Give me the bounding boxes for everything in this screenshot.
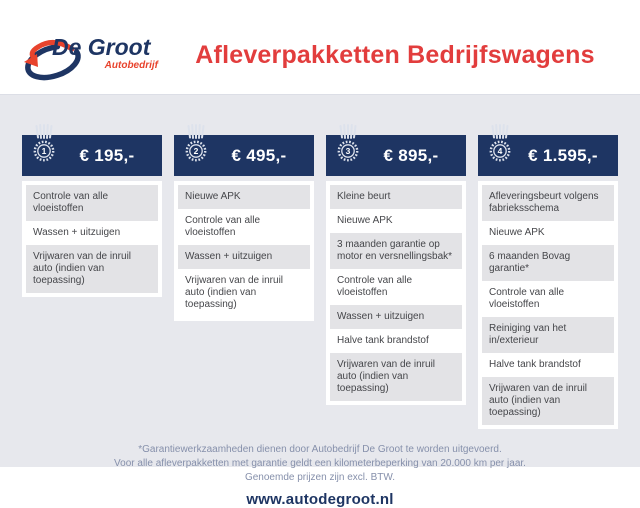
package-item: Halve tank brandstof xyxy=(489,359,581,370)
package-item: Controle van alle vloeistoffen xyxy=(489,287,565,310)
package-price: € 895,- xyxy=(383,145,439,165)
package-item: Wassen + uitzuigen xyxy=(33,227,121,238)
packages-row xyxy=(22,135,618,429)
website-link[interactable]: www.autodegroot.nl xyxy=(246,491,394,508)
footnotes xyxy=(22,443,618,485)
package-items-card xyxy=(22,181,162,297)
svg-text:4: 4 xyxy=(497,146,503,157)
package-price-header xyxy=(174,135,314,176)
package-item: Nieuwe APK xyxy=(178,185,310,209)
package-item: 3 maanden garantie op motor en versnellingsbak* xyxy=(330,233,462,269)
package-1 xyxy=(22,135,162,429)
svg-text:2: 2 xyxy=(193,146,199,157)
medal-ribbon xyxy=(189,125,204,138)
svg-text:3: 3 xyxy=(345,146,351,157)
brand-logo xyxy=(20,22,170,89)
package-price: € 495,- xyxy=(231,145,287,165)
package-item: Vrijwaren van de inruil auto (indien van toepassing) xyxy=(26,245,158,293)
package-4 xyxy=(478,135,618,429)
package-item: Wassen + uitzuigen xyxy=(330,305,462,329)
medal-ribbon xyxy=(493,125,508,138)
package-item: Halve tank brandstof xyxy=(337,335,429,346)
svg-text:1: 1 xyxy=(41,146,47,157)
brand-subtitle: Autobedrijf xyxy=(104,59,158,71)
footnote-line: Genoemde prijzen zijn excl. BTW. xyxy=(244,472,396,483)
medal-icon xyxy=(484,123,516,169)
medal-icon xyxy=(180,123,212,169)
package-price-header xyxy=(478,135,618,176)
package-price: € 195,- xyxy=(79,145,135,165)
package-2 xyxy=(174,135,314,429)
package-item: Nieuwe APK xyxy=(337,215,393,226)
package-item: Nieuwe APK xyxy=(489,227,545,238)
package-item: Controle van alle vloeistoffen xyxy=(185,215,261,238)
package-items-card xyxy=(174,181,314,321)
medal-ribbon xyxy=(341,125,356,138)
package-item: Kleine beurt xyxy=(330,185,462,209)
package-3 xyxy=(326,135,466,429)
package-item: Wassen + uitzuigen xyxy=(178,245,310,269)
footnote-line: *Garantiewerkzaamheden dienen door Autobedrijf De Groot te worden uitgevoerd. xyxy=(138,444,502,455)
package-item: Afleveringsbeurt volgens fabrieksschema xyxy=(482,185,614,221)
logo-graphic xyxy=(20,22,170,84)
package-price-header xyxy=(22,135,162,176)
package-item: Controle van alle vloeistoffen xyxy=(26,185,158,221)
medal-ribbon xyxy=(37,125,52,138)
package-item: Vrijwaren van de inruil auto (indien van toepassing) xyxy=(330,353,462,401)
medal-icon xyxy=(28,123,60,169)
package-price-header xyxy=(326,135,466,176)
package-items-card xyxy=(478,181,618,429)
page-title: Afleverpakketten Bedrijfswagens xyxy=(195,40,595,69)
content-area xyxy=(0,95,640,508)
package-item: Reiniging van het in/exterieur xyxy=(482,317,614,353)
footnote-line: Voor alle afleverpakketten met garantie geldt een kilometerbeperking van 20.000 km per jaar. xyxy=(114,458,526,469)
brand-name: De Groot xyxy=(52,33,151,60)
medal-icon xyxy=(332,123,364,169)
package-item: Controle van alle vloeistoffen xyxy=(337,275,413,298)
package-price: € 1.595,- xyxy=(528,145,598,165)
package-item: 6 maanden Bovag garantie* xyxy=(482,245,614,281)
package-items-card xyxy=(326,181,466,405)
package-item: Vrijwaren van de inruil auto (indien van toepassing) xyxy=(482,377,614,425)
package-item: Vrijwaren van de inruil auto (indien van toepassing) xyxy=(185,275,284,310)
page-header xyxy=(0,0,640,95)
